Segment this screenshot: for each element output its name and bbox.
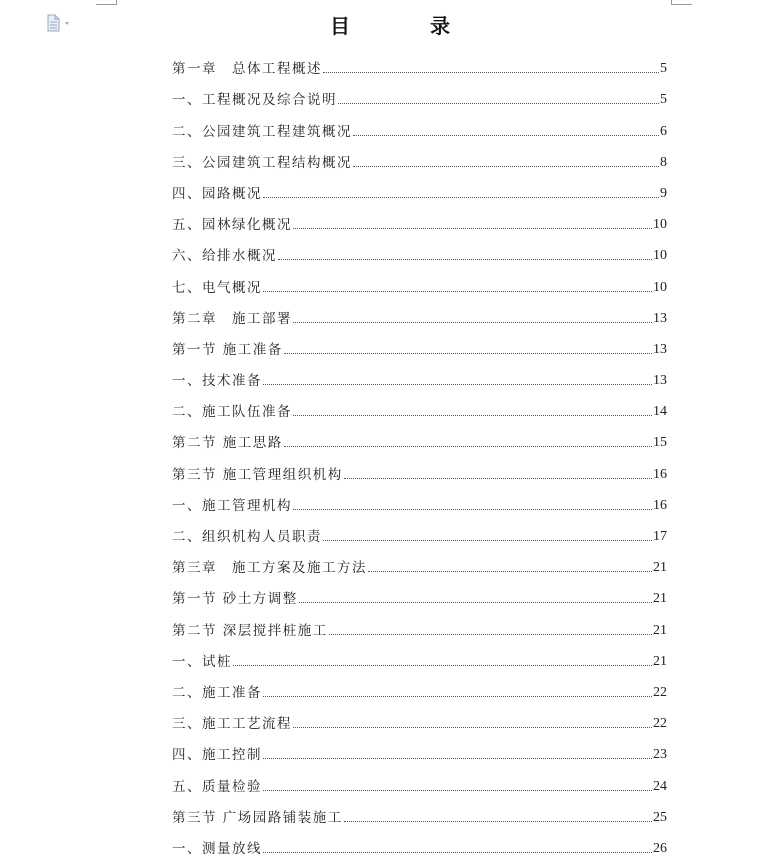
toc-entry-label: 二、施工队伍准备 (172, 404, 292, 421)
toc-dot-leader (293, 321, 652, 323)
toc-entry-page-number: 13 (653, 373, 667, 389)
toc-entry-label: 第一章 总体工程概述 (172, 61, 322, 78)
toc-entry-label: 一、测量放线 (172, 840, 262, 857)
toc-entry-label: 第二节 施工思路 (172, 435, 283, 452)
toc-entry-label: 二、组织机构人员职责 (172, 529, 322, 545)
toc-entry[interactable] (172, 327, 667, 358)
toc-entry-label: 一、工程概况及综合说明 (172, 92, 337, 109)
page-title-text: 目 录 (330, 14, 480, 38)
toc-entry[interactable] (172, 264, 667, 295)
toc-entry-page-number: 13 (653, 341, 667, 357)
toc-dot-leader (353, 134, 659, 136)
toc-entry-page-number: 23 (653, 747, 667, 763)
toc-entry-page-number: 21 (653, 622, 667, 638)
toc-dot-leader (353, 165, 659, 167)
toc-dot-leader (344, 820, 652, 822)
toc-entry-page-number: 16 (653, 466, 667, 482)
toc-entry-page-number: 10 (653, 217, 667, 233)
toc-dot-leader (284, 352, 652, 354)
toc-dot-leader (338, 102, 659, 104)
toc-entry[interactable] (172, 576, 667, 607)
toc-entry-page-number: 10 (653, 279, 667, 295)
toc-entry-label: 五、质量检验 (172, 778, 262, 795)
toc-entry-page-number: 25 (653, 809, 667, 825)
toc-dot-leader (293, 726, 652, 728)
toc-dot-leader (263, 757, 652, 759)
toc-entry-page-number: 21 (653, 653, 667, 669)
toc-dot-leader (293, 227, 652, 229)
toc-entry-page-number: 22 (653, 684, 667, 700)
toc-dot-leader (263, 695, 652, 697)
toc-entry-label: 第三节 施工管理组织机构 (172, 466, 343, 483)
toc-dot-leader (263, 851, 652, 853)
toc-entry[interactable] (172, 701, 667, 732)
toc-entry-label: 第一节 施工准备 (172, 341, 283, 358)
toc-entry-page-number: 5 (660, 92, 667, 108)
toc-entry[interactable] (172, 639, 667, 670)
toc-entry-label: 第三章 施工方案及施工方法 (172, 560, 367, 577)
toc-dot-leader (284, 445, 652, 447)
toc-dot-leader (323, 71, 659, 73)
toc-entry-label: 第二章 施工部署 (172, 310, 292, 327)
toc-dot-leader (233, 664, 652, 666)
toc-entry-page-number: 21 (653, 591, 667, 607)
toc-entry-label: 一、施工管理机构 (172, 497, 292, 514)
toc-entry-label: 二、公园建筑工程建筑概况 (172, 123, 352, 140)
toc-entry[interactable] (172, 732, 667, 763)
toc-entry[interactable] (172, 514, 667, 545)
page-corner-mark-left (96, 0, 117, 5)
toc-entry-page-number: 22 (653, 716, 667, 732)
table-of-contents (172, 46, 667, 857)
toc-dot-leader (293, 414, 652, 416)
page-corner-mark-right (671, 0, 692, 5)
toc-entry[interactable] (172, 545, 667, 576)
page-title (0, 10, 780, 39)
toc-entry[interactable] (172, 483, 667, 514)
toc-entry-label: 第一节 砂土方调整 (172, 591, 298, 608)
toc-entry[interactable] (172, 826, 667, 857)
toc-entry[interactable] (172, 108, 667, 139)
toc-dot-leader (278, 258, 652, 260)
toc-entry[interactable] (172, 670, 667, 701)
toc-entry-label: 四、施工控制 (172, 747, 262, 764)
toc-entry-label: 一、试桩 (172, 653, 232, 670)
toc-entry-label: 六、给排水概况 (172, 248, 277, 265)
toc-entry-label: 七、电气概况 (172, 279, 262, 296)
toc-entry-label: 二、施工准备 (172, 684, 262, 701)
toc-dot-leader (323, 539, 652, 541)
toc-entry-page-number: 9 (660, 185, 667, 201)
toc-entry-page-number: 17 (653, 529, 667, 544)
toc-entry[interactable] (172, 607, 667, 638)
toc-entry-page-number: 13 (653, 310, 667, 326)
toc-entry-page-number: 21 (653, 560, 667, 576)
toc-entry-label: 第二节 深层搅拌桩施工 (172, 622, 328, 639)
toc-dot-leader (368, 570, 652, 572)
toc-entry-page-number: 6 (660, 123, 667, 139)
toc-dot-leader (299, 601, 652, 603)
toc-dot-leader (263, 290, 652, 292)
toc-entry[interactable] (172, 763, 667, 794)
toc-entry[interactable] (172, 171, 667, 202)
toc-entry[interactable] (172, 46, 667, 77)
toc-dot-leader (344, 477, 652, 479)
toc-entry-page-number: 10 (653, 248, 667, 264)
toc-entry-label: 三、公园建筑工程结构概况 (172, 154, 352, 171)
toc-entry-page-number: 26 (653, 840, 667, 856)
toc-entry-page-number: 16 (653, 497, 667, 513)
toc-entry[interactable] (172, 140, 667, 171)
toc-entry-page-number: 8 (660, 154, 667, 170)
toc-dot-leader (263, 789, 652, 791)
toc-entry[interactable] (172, 77, 667, 108)
toc-entry-label: 五、园林绿化概况 (172, 217, 292, 234)
toc-entry[interactable] (172, 233, 667, 264)
toc-entry-label: 第三节 广场园路铺装施工 (172, 809, 343, 826)
toc-dot-leader (263, 196, 659, 198)
toc-entry-label: 四、园路概况 (172, 185, 262, 202)
toc-entry[interactable] (172, 358, 667, 389)
toc-entry-page-number: 15 (653, 435, 667, 451)
toc-entry-label: 一、技术准备 (172, 373, 262, 390)
toc-entry-page-number: 24 (653, 778, 667, 794)
toc-dot-leader (293, 508, 652, 510)
toc-entry-page-number: 14 (653, 404, 667, 420)
toc-dot-leader (263, 383, 652, 385)
toc-entry-label: 三、施工工艺流程 (172, 716, 292, 733)
toc-dot-leader (329, 633, 652, 635)
toc-entry[interactable] (172, 420, 667, 451)
toc-entry[interactable] (172, 389, 667, 420)
toc-entry[interactable] (172, 451, 667, 482)
toc-entry-page-number: 5 (660, 61, 667, 77)
toc-entry[interactable] (172, 296, 667, 327)
toc-entry[interactable] (172, 202, 667, 233)
toc-entry[interactable] (172, 795, 667, 826)
